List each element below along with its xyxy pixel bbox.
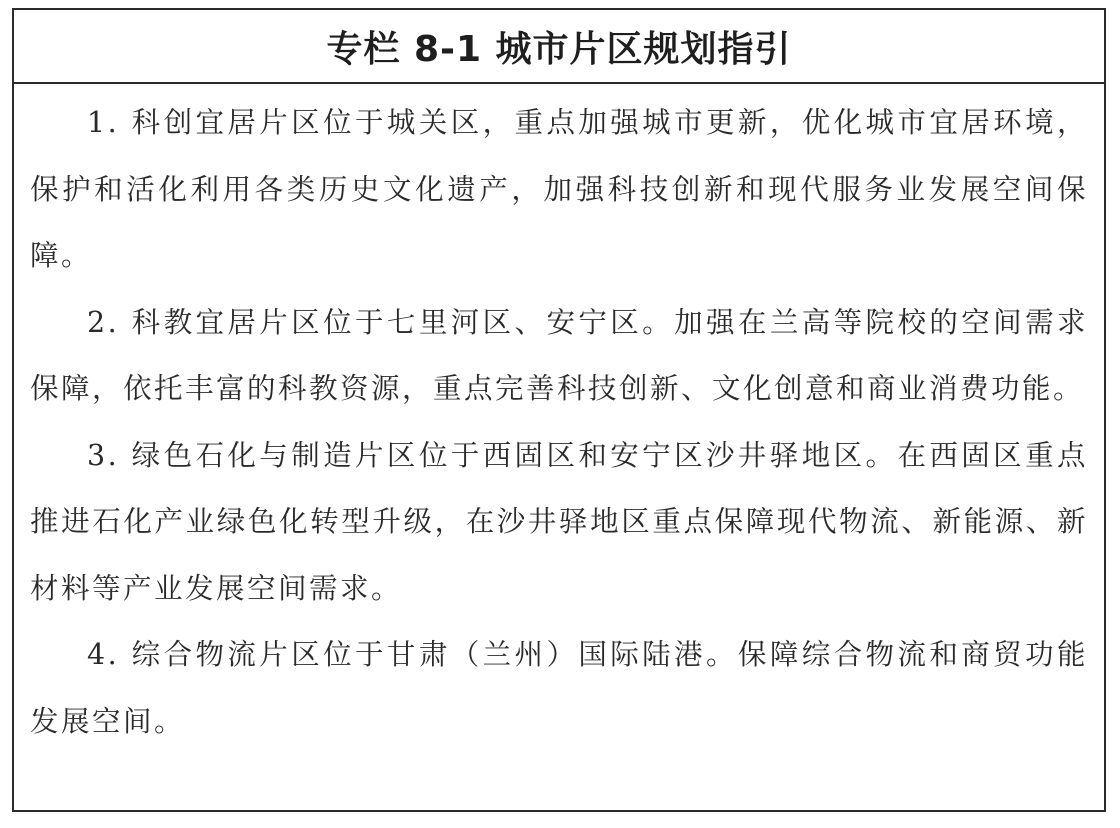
paragraph-4: 4. 综合物流片区位于甘肃（兰州）国际陆港。保障综合物流和商贸功能发展空间。 [30, 638, 1088, 738]
paragraph-1: 1. 科创宜居片区位于城关区，重点加强城市更新，优化城市宜居环境，保护和活化利用各类历史文化遗产，加强科技创新和现代服务业发展空间保障。 [30, 106, 1088, 272]
box-content [14, 84, 1104, 755]
box-title: 专栏 8-1 城市片区规划指引 [326, 28, 792, 70]
paragraph-2: 2. 科教宜居片区位于七里河区、安宁区。加强在兰高等院校的空间需求保障，依托丰富的科教资源，重点完善科技创新、文化创意和商业消费功能。 [30, 305, 1088, 405]
paragraph-3: 3. 绿色石化与制造片区位于西固区和安宁区沙井驿地区。在西固区重点推进石化产业绿色化转型升级，在沙井驿地区重点保障现代物流、新能源、新材料等产业发展空间需求。 [30, 438, 1088, 605]
info-box [12, 8, 1106, 812]
title-row [14, 10, 1104, 84]
